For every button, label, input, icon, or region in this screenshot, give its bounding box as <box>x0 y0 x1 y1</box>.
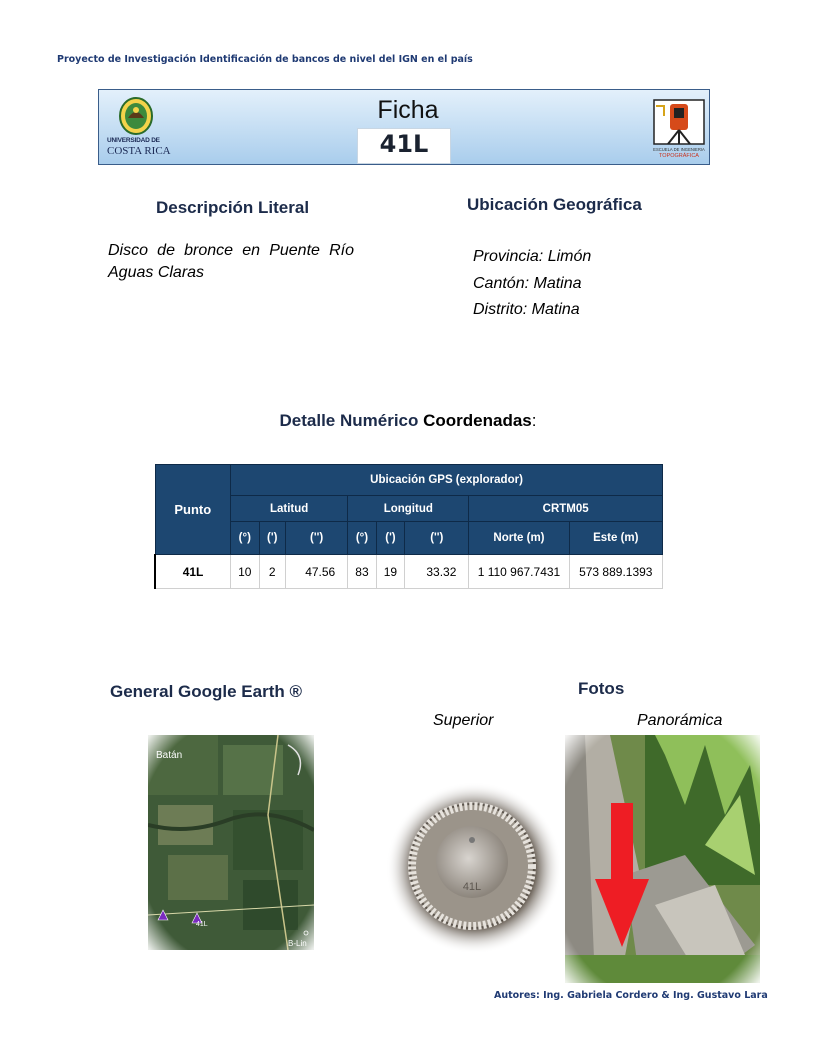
latitud-header: Latitud <box>231 496 348 522</box>
ficha-code: 41L <box>379 130 429 158</box>
lon-deg-header: (°) <box>348 522 376 555</box>
ficha-label: Ficha <box>377 96 439 124</box>
distrito-line: Distrito: Matina <box>473 301 580 318</box>
lat-sec-header: ('') <box>285 522 347 555</box>
coordinates-heading-a: Detalle Numérico <box>279 411 424 430</box>
coordinates-heading-b: Coordenadas <box>423 411 532 430</box>
cell-lat-deg: 10 <box>231 555 259 589</box>
topografia-logo <box>650 96 708 160</box>
punto-header: Punto <box>155 465 231 555</box>
fotos-heading: Fotos <box>578 679 625 698</box>
lat-deg-header: (°) <box>231 522 259 555</box>
lat-min-header: (') <box>259 522 285 555</box>
google-earth-map-image <box>148 735 314 950</box>
cell-punto: 41L <box>155 555 231 589</box>
ucr-logo-line2: COSTA RICA <box>107 145 171 157</box>
project-title: Proyecto de Investigación Identificación de bancos de nivel del IGN en el país <box>57 54 473 65</box>
cell-este: 573 889.1393 <box>569 555 662 589</box>
lon-min-header: (') <box>376 522 404 555</box>
cell-lat-min: 2 <box>259 555 285 589</box>
google-earth-heading: General Google Earth ® <box>110 682 303 701</box>
norte-header: Norte (m) <box>469 522 569 555</box>
crtm05-header: CRTM05 <box>469 496 663 522</box>
benchmark-disc-photo <box>384 780 564 955</box>
topo-logo-line1: ESCUELA DE INGENIERIA <box>653 147 705 152</box>
superior-label: Superior <box>433 712 494 729</box>
coordinates-table <box>154 464 663 589</box>
authors-footer: Autores: Ing. Gabriela Cordero & Ing. Gustavo Lara <box>494 990 768 1001</box>
cell-lat-sec: 47.56 <box>285 555 347 589</box>
panoramic-photo <box>565 735 760 983</box>
cell-lon-min: 19 <box>376 555 404 589</box>
longitud-header: Longitud <box>348 496 469 522</box>
coordinates-heading <box>0 411 816 431</box>
description-heading: Descripción Literal <box>156 198 310 217</box>
provincia-line: Provincia: Limón <box>473 248 592 265</box>
location-list <box>473 244 591 324</box>
cell-norte: 1 110 967.7431 <box>469 555 569 589</box>
description-text: Disco de bronce en Puente Río Aguas Claras <box>108 242 354 281</box>
este-header: Este (m) <box>569 522 662 555</box>
coordinates-heading-c: : <box>531 411 537 430</box>
ucr-logo-line1: UNIVERSIDAD DE <box>107 137 160 144</box>
panoramica-label: Panorámica <box>637 712 723 729</box>
gps-header: Ubicación GPS (explorador) <box>231 465 663 496</box>
table-row <box>155 555 663 589</box>
cell-lon-sec: 33.32 <box>405 555 469 589</box>
cell-lon-deg: 83 <box>348 555 376 589</box>
topo-logo-line2: TOPOGRÁFICA <box>659 153 699 159</box>
disc-code-label: 41L <box>462 881 482 893</box>
lon-sec-header: ('') <box>405 522 469 555</box>
location-heading: Ubicación Geográfica <box>467 195 642 214</box>
canton-line: Cantón: Matina <box>473 274 582 292</box>
